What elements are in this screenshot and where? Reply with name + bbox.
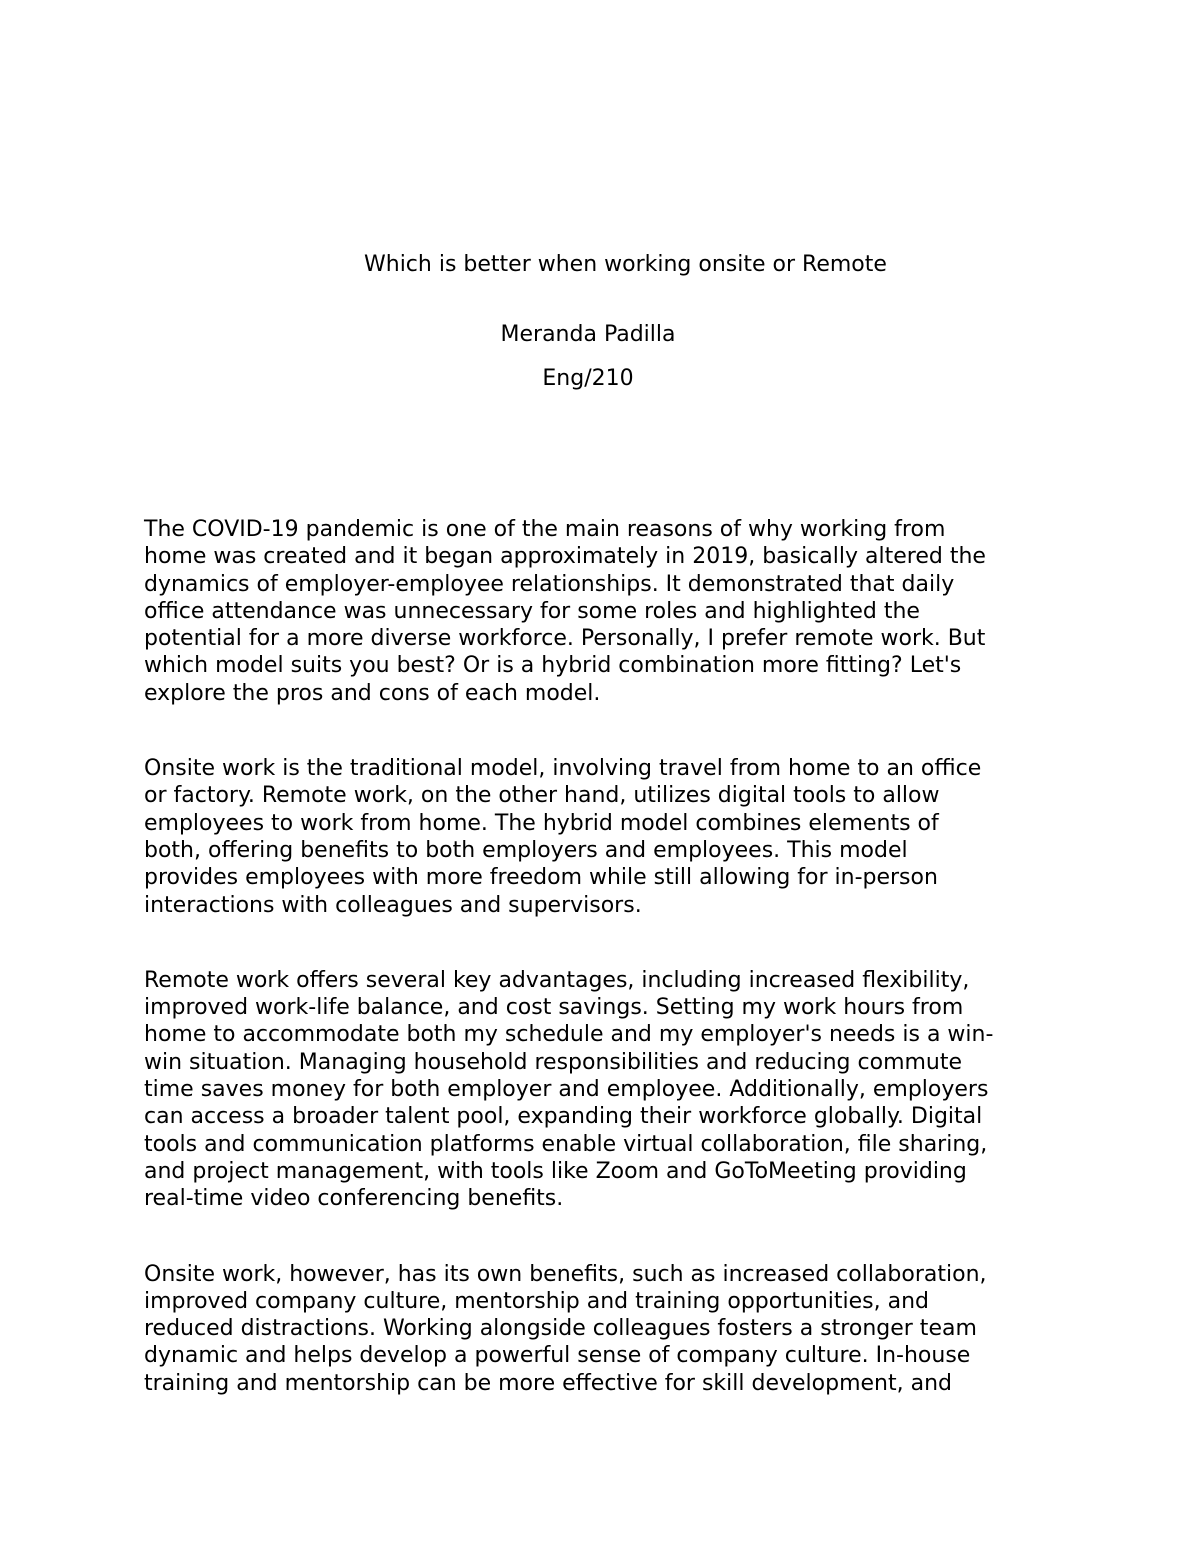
text-line: reduced distractions. Working alongside colleagues fosters a stronger team: [144, 1316, 977, 1342]
text-line: Remote work offers several key advantages, including increased flexibility,: [144, 967, 970, 993]
text-line: tools and communication platforms enable virtual collaboration, file sharing,: [144, 1131, 988, 1157]
text-line: and project management, with tools like Zoom and GoToMeeting providing: [144, 1158, 967, 1184]
text-line: can access a broader talent pool, expanding their workforce globally. Digital: [144, 1104, 983, 1130]
paragraph-models: [144, 755, 1056, 919]
document-title: Which is better when working onsite or Remote: [364, 252, 887, 277]
text-line: real-time video conferencing benefits.: [144, 1186, 564, 1212]
text-line: potential for a more diverse workforce. Personally, I prefer remote work. But: [144, 626, 986, 652]
text-line: Onsite work, however, has its own benefits, such as increased collaboration,: [144, 1261, 987, 1287]
document-body: [144, 516, 1056, 1445]
text-line: or factory. Remote work, on the other hand, utilizes digital tools to allow: [144, 783, 940, 809]
text-line: training and mentorship can be more effective for skill development, and: [144, 1370, 952, 1396]
text-line: explore the pros and cons of each model.: [144, 680, 601, 706]
text-line: interactions with colleagues and supervisors.: [144, 892, 642, 918]
text-line: improved work-life balance, and cost savings. Setting my work hours from: [144, 995, 964, 1021]
text-line: which model suits you best? Or is a hybrid combination more fitting? Let's: [144, 653, 962, 679]
paragraph-intro: [144, 516, 1056, 707]
text-line: home to accommodate both my schedule and my employer's needs is a win-: [144, 1022, 994, 1048]
text-line: dynamics of employer-employee relationships. It demonstrated that daily: [144, 571, 955, 597]
text-line: Onsite work is the traditional model, involving travel from home to an office: [144, 756, 982, 782]
paragraph-remote-advantages: [144, 967, 1056, 1213]
text-line: improved company culture, mentorship and training opportunities, and: [144, 1288, 929, 1314]
text-line: home was created and it began approximately in 2019, basically altered the: [144, 544, 986, 570]
text-line: dynamic and helps develop a powerful sense of company culture. In-house: [144, 1343, 971, 1369]
text-line: The COVID-19 pandemic is one of the main reasons of why working from: [144, 517, 946, 542]
text-line: time saves money for both employer and employee. Additionally, employers: [144, 1077, 989, 1103]
text-line: office attendance was unnecessary for some roles and highlighted the: [144, 598, 920, 624]
text-line: win situation. Managing household responsibilities and reducing commute: [144, 1049, 963, 1075]
course-code: Eng/210: [542, 366, 634, 391]
text-line: employees to work from home. The hybrid model combines elements of: [144, 810, 939, 836]
author-name: Meranda Padilla: [500, 322, 676, 347]
paragraph-onsite-benefits: [144, 1261, 1056, 1397]
text-line: both, offering benefits to both employers and employees. This model: [144, 837, 908, 863]
text-line: provides employees with more freedom while still allowing for in-person: [144, 865, 938, 891]
